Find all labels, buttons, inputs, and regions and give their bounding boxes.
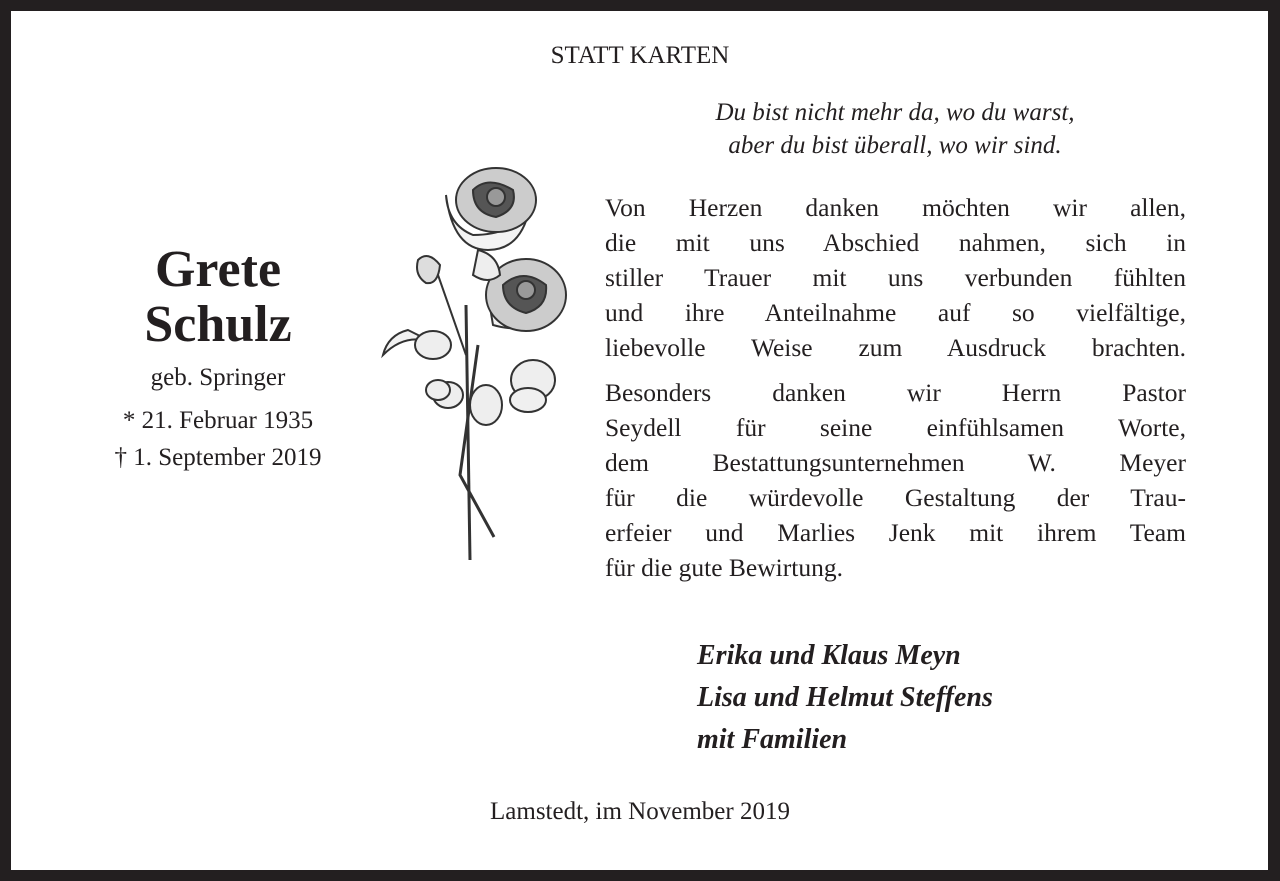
motto-line: Du bist nicht mehr da, wo du warst, [715,99,1075,126]
text-line: die mit uns Abschied nahmen, sich in [605,228,1186,257]
text-line: liebevolle Weise zum Ausdruck brachten. [605,333,1186,362]
rose-illustration [378,155,578,565]
first-name: Grete [154,241,282,298]
header-statt-karten: STATT KARTEN [550,42,730,69]
birth-date: * 21. Februar 1935 [122,407,314,434]
text-line: Besonders danken wir Herrn Pastor [605,378,1186,407]
motto [600,96,1190,162]
signature-line: mit Familien [697,724,848,755]
text-line: Seydell für seine einfühlsamen Worte, [605,413,1186,442]
thanks-paragraph-2 [605,375,1186,585]
text-line: für die gute Bewirtung. [605,553,843,582]
signature-line: Erika und Klaus Meyn [697,640,961,671]
death-date: † 1. September 2019 [114,444,322,471]
text-line: dem Bestattungsunternehmen W. Meyer [605,448,1186,477]
maiden-name: geb. Springer [150,364,286,391]
place-date: Lamstedt, im November 2019 [490,798,790,825]
deceased-name [58,242,378,352]
text-line: erfeier und Marlies Jenk mit ihrem Team [605,518,1186,547]
text-line: und ihre Anteilnahme auf so vielfältige, [605,298,1186,327]
last-name: Schulz [144,296,292,353]
text-line: Von Herzen danken möchten wir allen, [605,193,1186,222]
text-line: für die würdevolle Gestaltung der Trau- [605,483,1186,512]
text-line: stiller Trauer mit uns verbunden fühlten [605,263,1186,292]
thanks-paragraph-1 [605,190,1186,365]
signatures [697,635,993,761]
signature-line: Lisa und Helmut Steffens [697,682,993,713]
motto-line: aber du bist überall, wo wir sind. [728,132,1062,159]
